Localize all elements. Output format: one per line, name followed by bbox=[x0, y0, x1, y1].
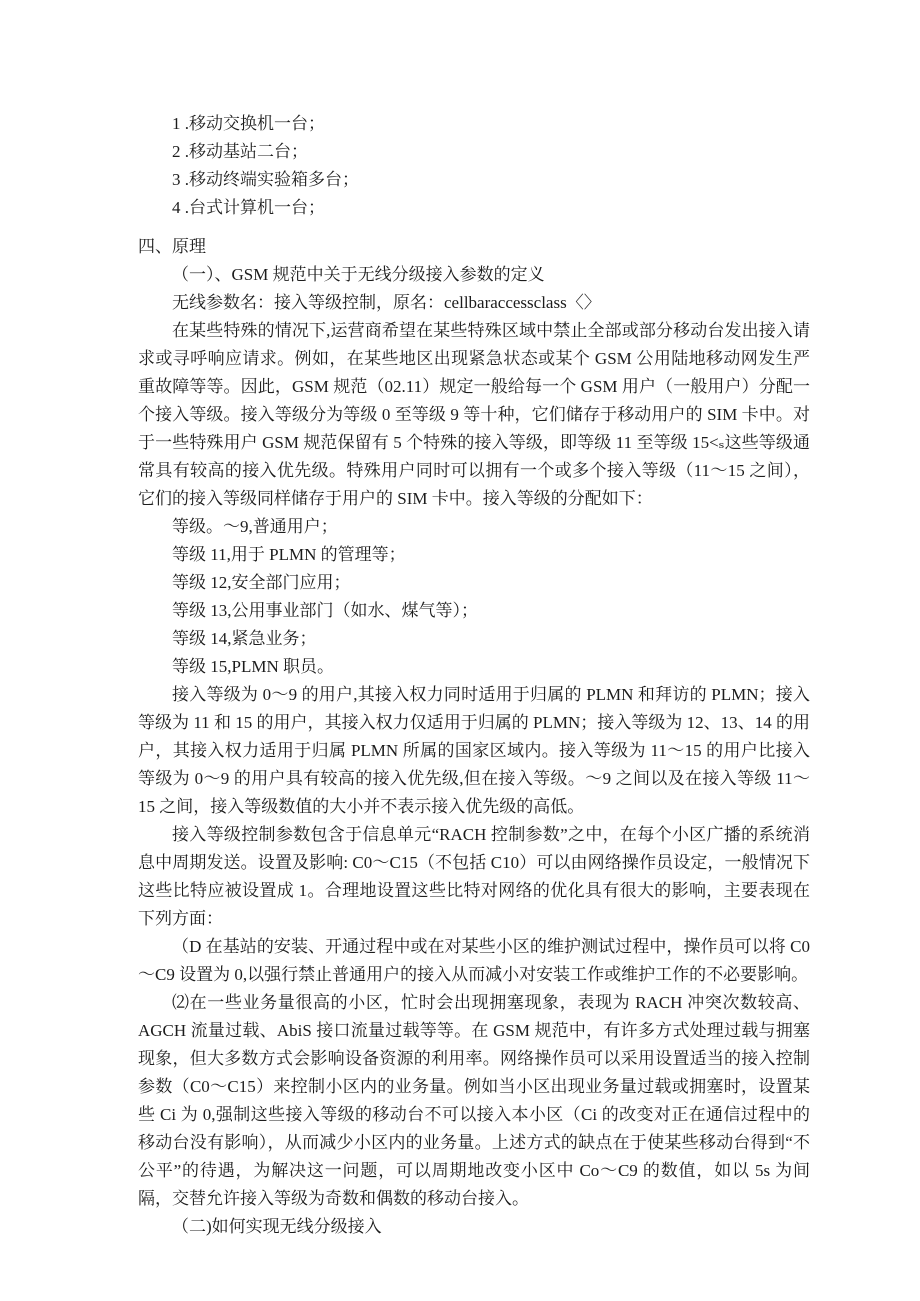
section-heading: 四、原理 bbox=[138, 237, 206, 256]
access-class-line-1: 等级。～9,普通用户； bbox=[172, 517, 338, 536]
access-class-line-6: 等级 15,PLMN 职员。 bbox=[172, 657, 334, 676]
access-class-line-4: 等级 13,公用事业部门（如水、煤气等）； bbox=[172, 601, 478, 620]
point2-paragraph: ⑵在一些业务量很高的小区，忙时会出现拥塞现象，表现为 RACH 冲突次数较高、AGCH 流量过载、AbiS 接口流量过载等等。在 GSM 规范中，有许多方式处理过载与拥塞现象，但大多数方式会影响设备资源的利用率。网络操作员可以采用设置适当的接入控制参数（C0～C15）来控制小区内的业务量。例如当小区出现业务量过载或拥塞时，设置某些 Ci 为 0,强制这些接入等级的移动台不可以接入本小区（Ci 的改变对正在通信过程中的移动台没有影响），从而减少小区内的业务量。上述方式的缺点在于使某些移动台得到“不公平”的待遇，为解决这一问题，可以周期地改变小区中 Co～C9 的数值，如以 5s 为间隔，交替允许接入等级为奇数和偶数的移动台接入。 bbox=[138, 993, 810, 1208]
intro-paragraph: 在某些特殊的情况下,运营商希望在某些特殊区域中禁止全部或部分移动台发出接入请求或寻呼响应请求。例如，在某些地区出现紧急状态或某个 GSM 公用陆地移动网发生严重故障等等。因此，GSM 规范（02.11）规定一般给每一个 GSM 用户（一般用户）分配一个接入等级。接入等级分为等级 0 至等级 9 等十种，它们储存于移动用户的 SIM 卡中。对于一些特殊用户 GSM 规范保留有 5 个特殊的接入等级，即等级 11 至等级 15<ₛ这些等级通常具有较高的接入优先级。特殊用户同时可以拥有一个或多个接入等级（11～15 之间），它们的接入等级同样储存于用户的 SIM 卡中。接入等级的分配如下： bbox=[138, 321, 810, 508]
subsection-2-title: （二)如何实现无线分级接入 bbox=[172, 1217, 382, 1236]
rach-paragraph: 接入等级控制参数包含于信息单元“RACH 控制参数”之中，在每个小区广播的系统消息中周期发送。设置及影响: C0～C15（不包括 C10）可以由网络操作员设定，一般情况下这些比特应被设置成 1。合理地设置这些比特对网络的优化具有很大的影响，主要表现在下列方面： bbox=[138, 825, 810, 928]
access-class-line-3: 等级 12,安全部门应用； bbox=[172, 573, 351, 592]
rights-paragraph: 接入等级为 0～9 的用户,其接入权力同时适用于归属的 PLMN 和拜访的 PLMN；接入等级为 11 和 15 的用户，其接入权力仅适用于归属的 PLMN；接入等级为 12、13、14 的用户，其接入权力适用于归属 PLMN 所属的国家区域内。接入等级为 11～15 的用户比接入等级为 0～9 的用户具有较高的接入优先级,但在接入等级。～9 之间以及在接入等级 11～15 之间，接入等级数值的大小并不表示接入优先级的高低。 bbox=[138, 685, 810, 816]
equipment-item-2: 2 .移动基站二台； bbox=[172, 142, 308, 161]
access-class-line-5: 等级 14,紧急业务； bbox=[172, 629, 317, 648]
subsection-1-title: （一）、GSM 规范中关于无线分级接入参数的定义 bbox=[172, 265, 545, 284]
access-class-line-2: 等级 11,用于 PLMN 的管理等； bbox=[172, 545, 406, 564]
point1-paragraph: （D 在基站的安装、开通过程中或在对某些小区的维护测试过程中，操作员可以将 C0～C9 设置为 0,以强行禁止普通用户的接入从而减小对安装工作或维护工作的不必要影响。 bbox=[138, 937, 810, 984]
equipment-item-3: 3 .移动终端实验箱多台； bbox=[172, 170, 359, 189]
equipment-item-4: 4 .台式计算机一台； bbox=[172, 198, 325, 217]
equipment-item-1: 1 .移动交换机一台； bbox=[172, 114, 325, 133]
param-definition-line: 无线参数名：接入等级控制，原名：cellbaraccessclass〈〉 bbox=[172, 293, 601, 312]
